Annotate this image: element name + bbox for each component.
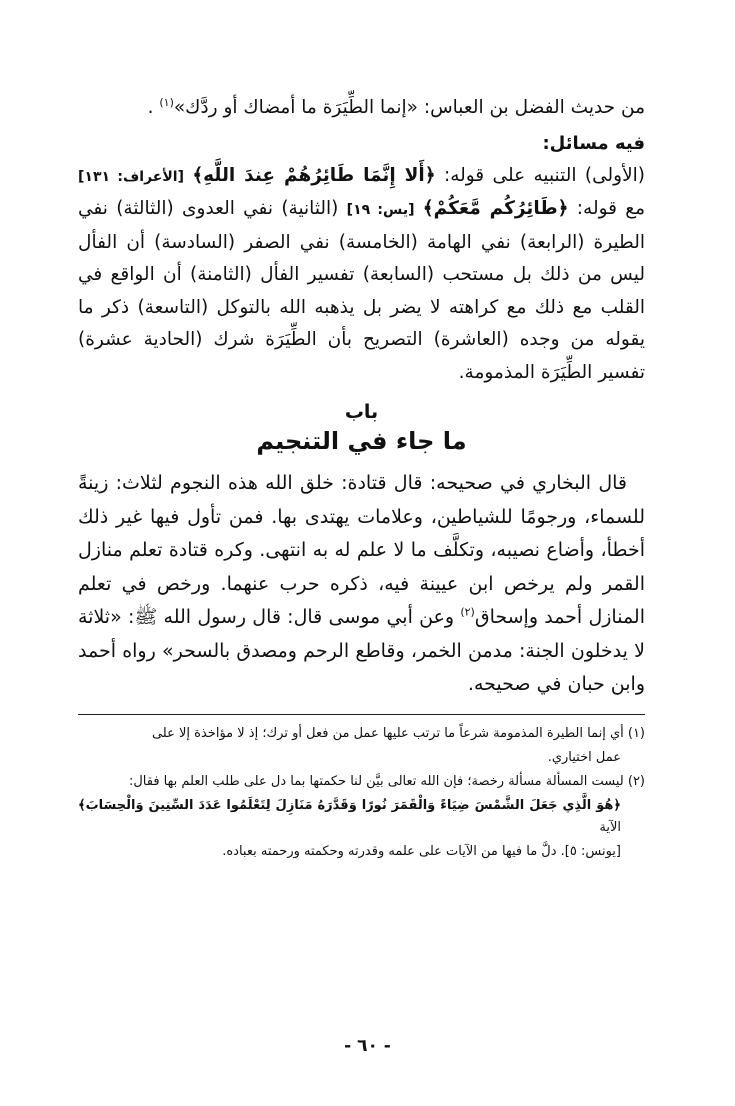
quran-verse-yasin: ﴿طَائِرُكُم مَّعَكُمْ﴾	[422, 198, 569, 219]
footnote-1-cont	[78, 747, 645, 769]
footnote-marker-1: (١)	[159, 95, 174, 109]
footnote-marker-2: (٢)	[460, 605, 475, 619]
issues-middle: مع قوله:	[568, 198, 646, 219]
footnote-1-line-1: (١) أي إنما الطيرة المذمومة شرعاً ما ترتب عليها عمل من فعل أو ترك؛ إذ لا مؤاخذة إلا على	[151, 725, 645, 741]
footnote-2	[78, 771, 645, 793]
footnotes	[78, 723, 645, 863]
hadith-end: .	[147, 97, 154, 118]
footnote-1-line-2: عمل اختياري.	[547, 749, 621, 765]
hadith-text: من حديث الفضل بن العباس: «إنما الطِّيَرَة ما أمضاك أو ردَّك»	[173, 97, 645, 118]
footnote-2-line-1: (٢) ليست المسألة مسألة رخصة؛ فإن الله تعالى بيَّن لنا حكمتها بما دل على طلب العلم بها فقال:	[128, 773, 645, 789]
footnote-2-quran: ﴿هُوَ الَّذِي جَعَلَ الشَّمْسَ ضِيَاءً وَالْقَمَرَ نُورًا وَقَدَّرَهُ مَنَازِلَ لِتَعْلَمُوا عَدَدَ السِّنِينَ وَالْحِسَابَ﴾	[78, 797, 621, 813]
chapter-label: باب	[344, 401, 379, 423]
footnote-2-line-3: [يونس: ٥]. دلَّ ما فيها من الآيات على علمه وقدرته وحكمته ورحمته بعباده.	[222, 843, 621, 859]
issues-list: (الثانية) نفي العدوى (الثالثة) نفي الطيرة (الرابعة) نفي الهامة (الخامسة) نفي الصفر (السادسة) أن الفأل ليس من ذلك بل مستحب (السابعة) تفسير الفأل (الثامنة) أن الواقع في القلب مع ذلك مع كراهته لا يضر بل يذهبه الله بالتوكل (التاسعة) ذكر ما يقوله من وجده (العاشرة) التصريح بأن الطِّيَرَة شرك (الحادية عشرة) تفسير الطِّيَرَة المذمومة.	[78, 198, 645, 383]
footnote-2-aya: الآية	[599, 819, 621, 835]
issues-intro: (الأولى) التنبيه على قوله:	[435, 164, 645, 186]
page-content	[78, 92, 645, 865]
chapter-body	[78, 467, 645, 702]
body-text-end: وعن أبي موسى قال: قال رسول الله ﷺ: «ثلاثة لا يدخلون الجنة: مدمن الخمر، وقاطع الرحم ومصدق بالسحر» رواه أحمد وابن حبان في صحيحه.	[78, 606, 645, 695]
hadith-line	[78, 92, 645, 125]
footnote-2-end	[78, 841, 645, 863]
footnote-2-verse	[78, 795, 645, 839]
verse-ref-yasin: [يس: ١٩]	[346, 202, 415, 218]
issues-heading: فيه مسائل:	[542, 132, 645, 154]
footnote-divider	[78, 714, 645, 715]
footnote-1	[78, 723, 645, 745]
verse-ref-araf: [الأعراف: ١٣١]	[78, 168, 184, 185]
body-text-start: قال البخاري في صحيحه: قال قتادة: خلق الله هذه النجوم لثلاث: زينةً للسماء، ورجومًا للشياطين، وعلامات يهتدى بها. فمن تأول فيها غير ذلك أخطأ، وأضاع نصيبه، وتكلَّف ما لا علم له به انتهى. وكره قتادة تعلم منازل القمر ولم يرخص ابن عيينة فيه، ذكره حرب عنهما. ورخص في تعلم المنازل أحمد وإسحاق	[78, 472, 645, 628]
issues-paragraph	[78, 160, 645, 390]
page-number: - ٦٠ -	[344, 1036, 391, 1056]
chapter-title: ما جاء في التنجيم	[256, 427, 467, 455]
quran-verse-araf: ﴿أَلا إِنَّمَا طَائِرُهُمْ عِندَ اللَّهِ﴾	[192, 164, 436, 186]
